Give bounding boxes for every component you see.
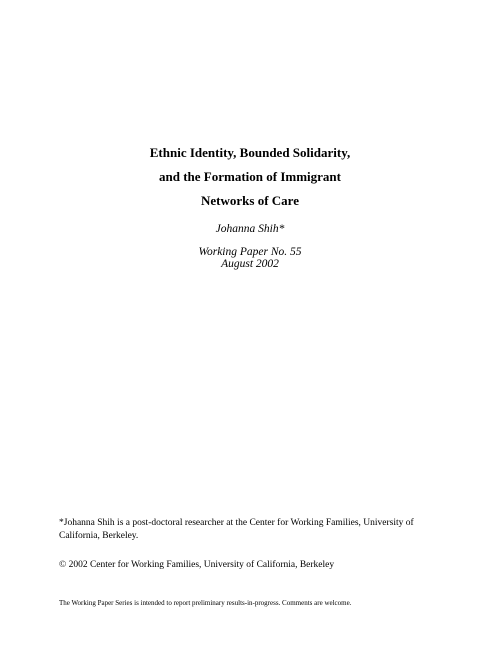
author-footnote: *Johanna Shih is a post-doctoral researcher at the Center for Working Families, University of California, Berkeley. [59, 518, 414, 541]
working-paper-info [0, 246, 500, 270]
paper-title [0, 141, 500, 213]
publication-date: August 2002 [221, 258, 279, 270]
title-line-1: Ethnic Identity, Bounded Solidarity, [149, 145, 351, 160]
title-line-2: and the Formation of Immigrant [159, 169, 341, 184]
working-paper-number: Working Paper No. 55 [198, 246, 302, 258]
title-line-3: Networks of Care [201, 193, 299, 208]
series-note: The Working Paper Series is intended to report preliminary results-in-progress. Comments are welcome. [59, 599, 352, 607]
copyright-notice: © 2002 Center for Working Families, University of California, Berkeley [59, 560, 335, 570]
author-name: Johanna Shih* [215, 223, 285, 235]
